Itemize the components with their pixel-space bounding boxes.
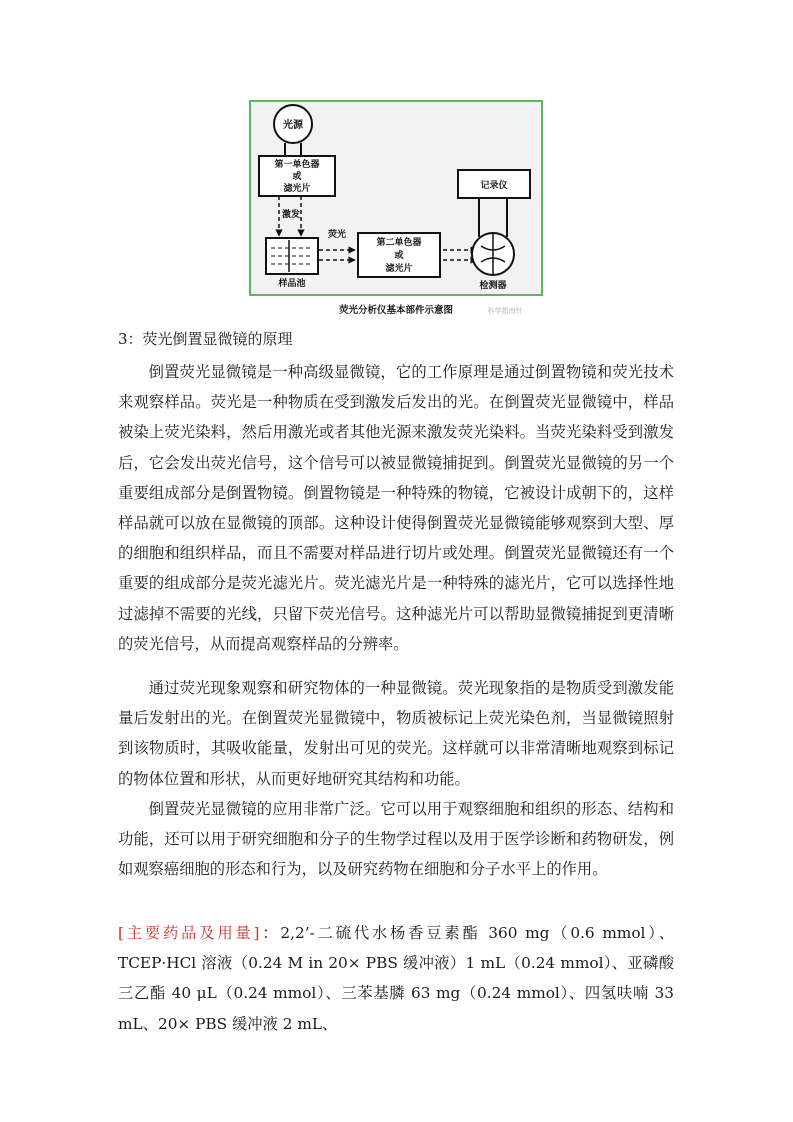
mono1-label-3: 滤光片: [283, 184, 311, 194]
mono2-label-1: 第二单色器: [376, 238, 422, 248]
reagents-label: [主要药品及用量]: [118, 924, 260, 942]
detector-label: 检测器: [479, 281, 507, 291]
paragraph-fluorescence: 通过荧光现象观察和研究物体的一种显微镜。荧光现象指的是物质受到激发能量后发射出的光。在倒置荧光显微镜中，物质被标记上荧光染色剂，当显微镜照射到该物质时，其吸收能量，发射出可见的荧光。这样就可以非常清晰地观察到标记的物体位置和形状，从而更好地研究其结构和功能。: [118, 679, 674, 788]
diagram-svg: [249, 100, 543, 320]
fluorescence-label: 荧光: [327, 230, 347, 240]
paragraph-principle: 倒置荧光显微镜是一种高级显微镜，它的工作原理是通过倒置物镜和荧光技术来观察样品。荧光是一种物质在受到激发后发出的光。在倒置荧光显微镜中，样品被染上荧光染料，然后用激光或者其他光源来激发荧光染料。当荧光染料受到激发后，它会发出荧光信号，这个信号可以被显微镜捕捉到。倒置荧光显微镜的另一个重要组成部分是倒置物镜。倒置物镜是一种特殊的物镜，它被设计成朝下的，这样样品就可以放在显微镜的顶部。这种设计使得倒置荧光显微镜能够观察到大型、厚的细胞和组织样品，而且不需要对样品进行切片或处理。倒置荧光显微镜还有一个重要的组成部分是荧光滤光片。荧光滤光片是一种特殊的滤光片，它可以选择性地过滤掉不需要的光线，只留下荧光信号。这种滤光片可以帮助显微镜捕捉到更清晰的荧光信号，从而提高观察样品的分辨率。: [118, 363, 674, 653]
figure-watermark: 科学指南针: [487, 307, 523, 315]
mono1-label-1: 第一单色器: [274, 160, 320, 170]
sample-cell-label: 样品池: [278, 279, 306, 289]
fluorometer-diagram: [249, 100, 543, 320]
reagents-paragraph: [118, 918, 674, 1039]
figure-caption: 荧光分析仪基本部件示意图: [338, 305, 454, 316]
mono1-label-2: 或: [292, 172, 302, 182]
mono2-label-2: 或: [394, 251, 404, 261]
paragraph-applications: 倒置荧光显微镜的应用非常广泛。它可以用于观察细胞和组织的形态、结构和功能，还可以用于研究细胞和分子的生物学过程以及用于医学诊断和药物研发，例如观察癌细胞的形态和行为，以及研究药物在细胞和分子水平上的作用。: [118, 800, 674, 879]
section-heading: 3：荧光倒置显微镜的原理: [118, 330, 293, 348]
reagents-text: ：2,2’-二硫代水杨香豆素酯 360 mg（0.6 mmol）、TCEP·HCl 溶液（0.24 M in 20× PBS 缓冲液）1 mL（0.24 mmol）、亚磷酸三乙酯 40 μL（0.24 mmol）、三苯基膦 63 mg（0.24 mmol）、四氢呋喃 33 mL、20× PBS 缓冲液 2 mL、: [118, 924, 675, 1033]
mono2-label-3: 滤光片: [385, 264, 413, 274]
light-source-label: 光源: [283, 120, 303, 131]
recorder-label: 记录仪: [480, 181, 508, 191]
excitation-label: 激发: [282, 210, 301, 220]
